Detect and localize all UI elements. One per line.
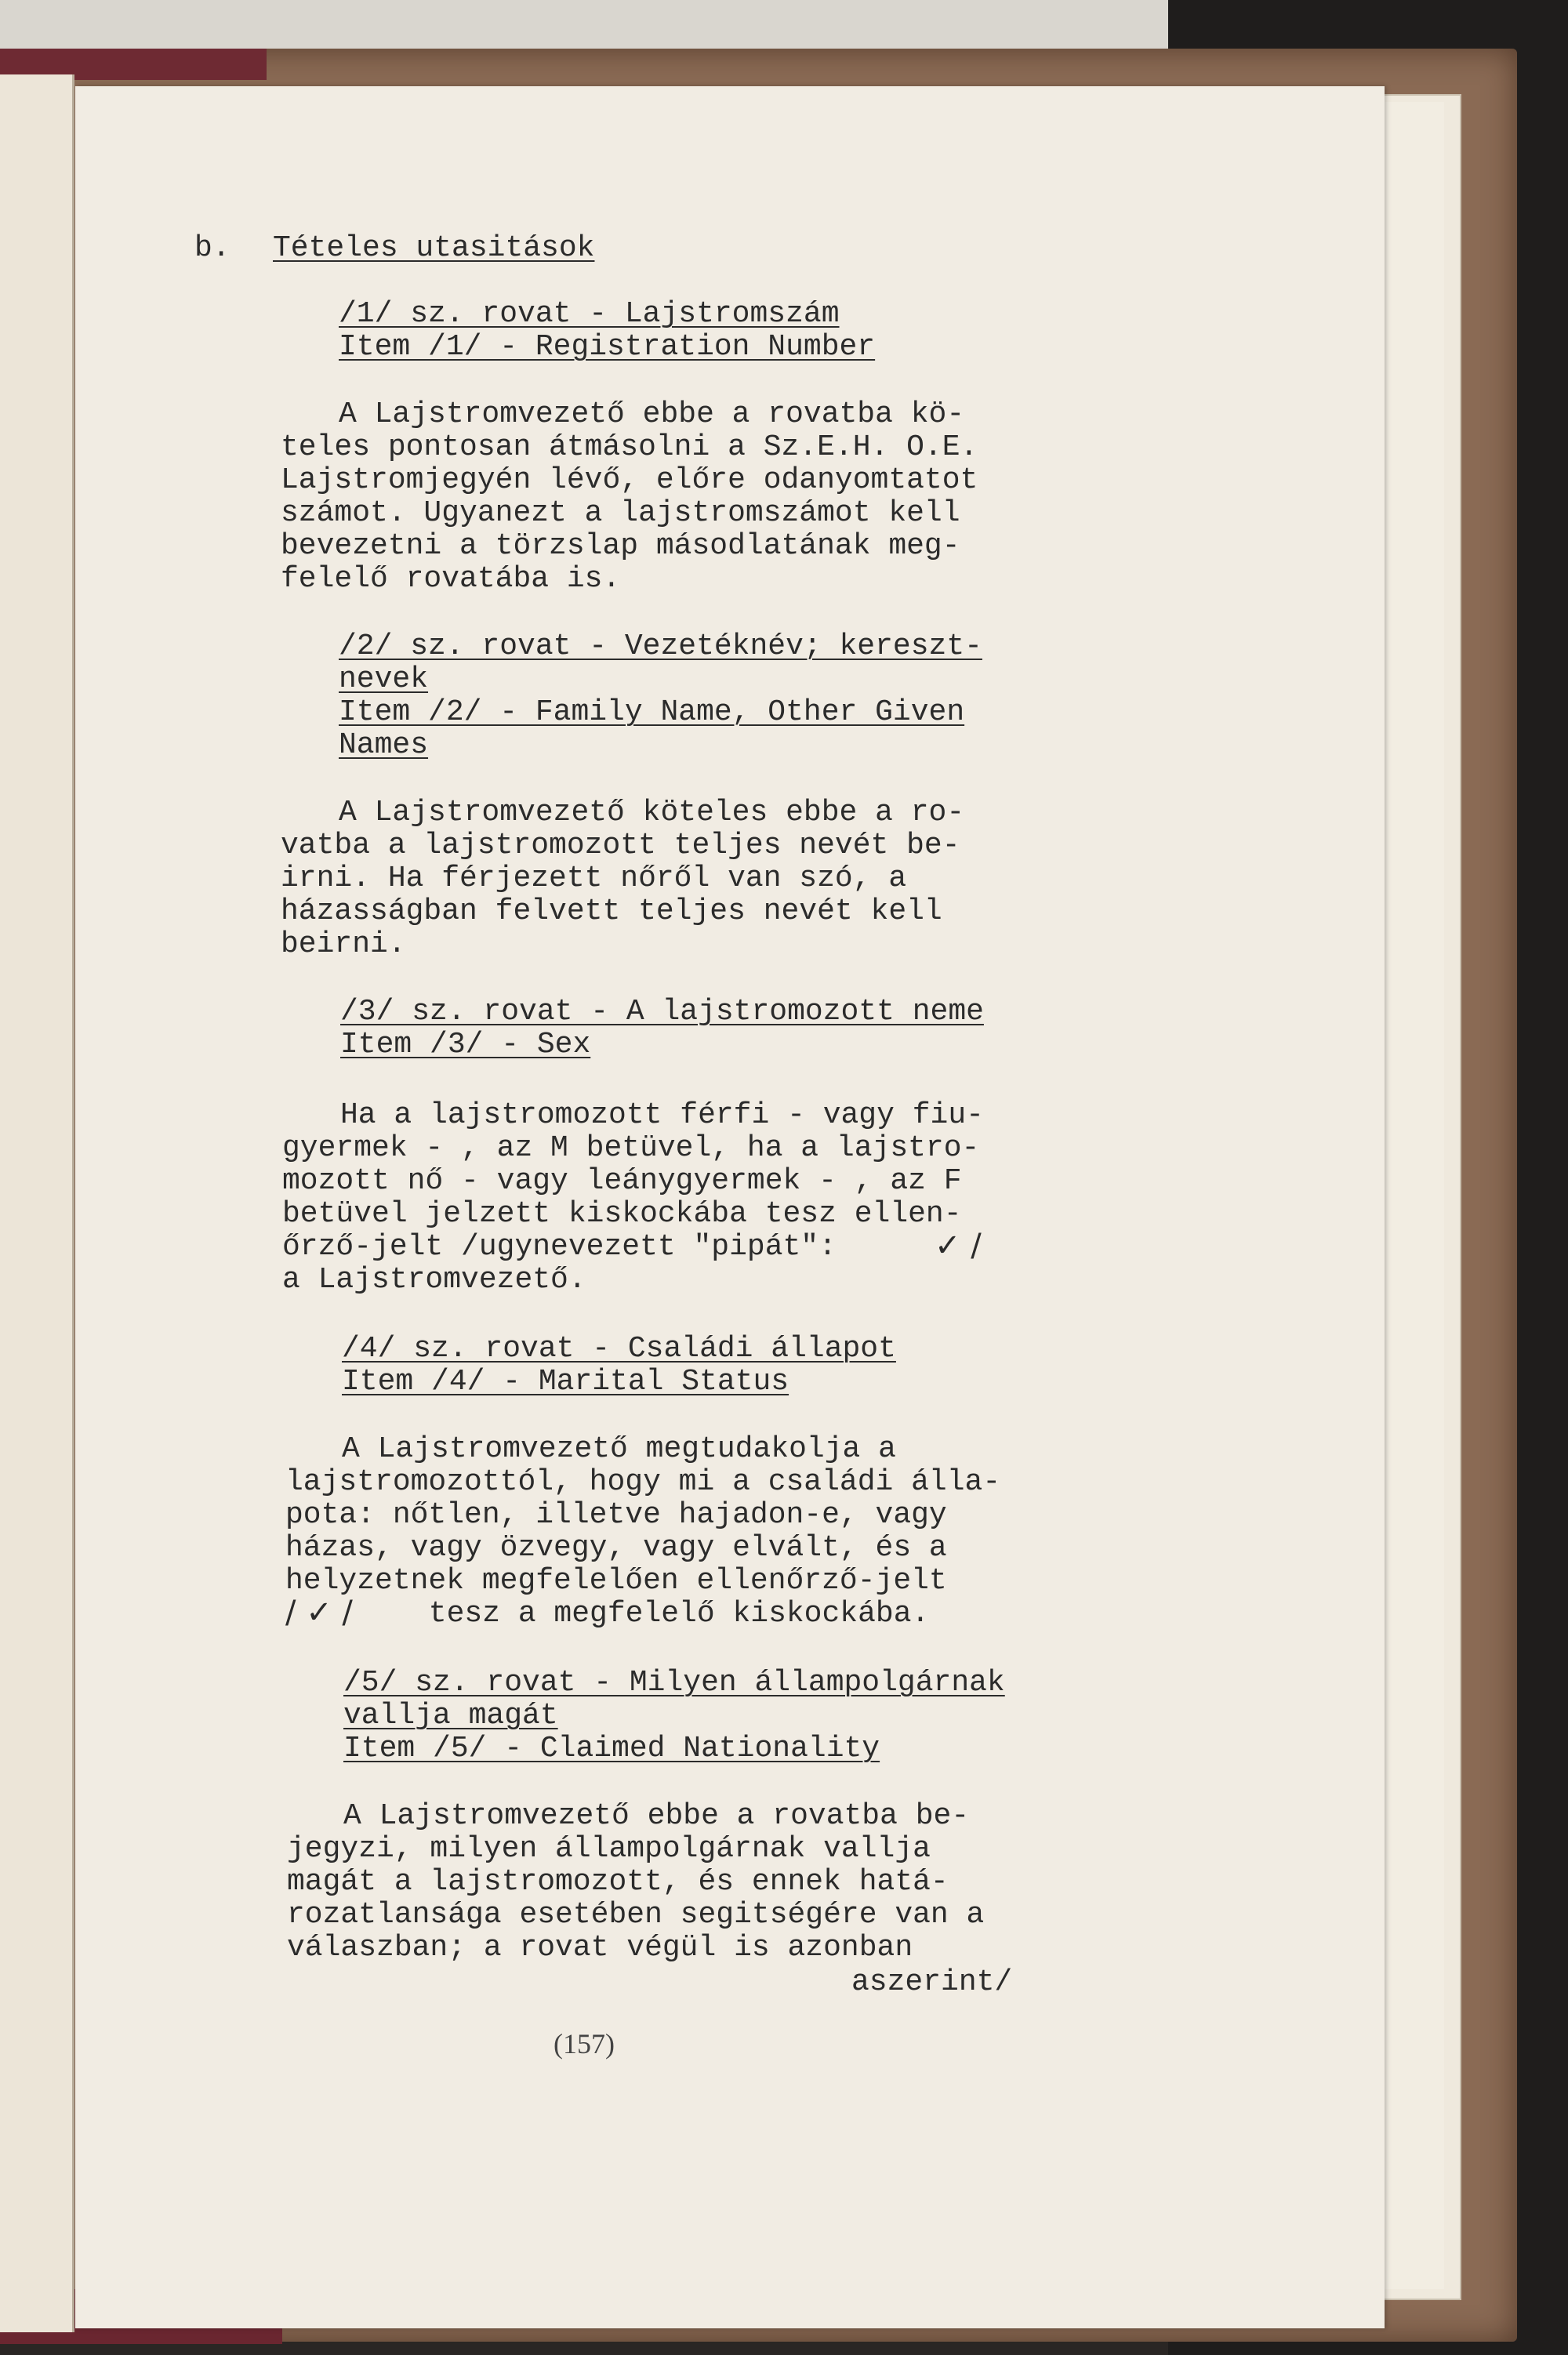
section-marker: b. xyxy=(194,231,230,265)
item5-body-line: aszerint/ xyxy=(851,1965,1013,1999)
item1-heading-hu: /1/ sz. rovat - Lajstromszám xyxy=(339,297,840,331)
background-top-strip xyxy=(0,0,1168,55)
item1-body-line: A Lajstromvezető ebbe a rovatba kö- xyxy=(339,397,965,431)
section-title: Tételes utasitások xyxy=(273,231,595,265)
item1-body-line: teles pontosan átmásolni a Sz.E.H. O.E. xyxy=(281,430,978,464)
item3-body-line: betüvel jelzett kiskockába tesz ellen- xyxy=(282,1197,962,1231)
check-mark-icon: ✓ / xyxy=(935,1228,982,1264)
item2-heading-hu: /2/ sz. rovat - Vezetéknév; kereszt- xyxy=(339,630,982,663)
item1-body-line: bevezetni a törzslap másodlatának meg- xyxy=(281,529,960,563)
item2-body-line: irni. Ha férjezett nőről van szó, a xyxy=(281,862,907,895)
item2-body-line: beirni. xyxy=(281,927,406,961)
item3-heading-en: Item /3/ - Sex xyxy=(340,1028,591,1061)
item1-body-line: Lajstromjegyén lévő, előre odanyomtatot xyxy=(281,463,978,497)
item4-heading-en: Item /4/ - Marital Status xyxy=(342,1365,789,1399)
item2-body-line: A Lajstromvezető köteles ebbe a ro- xyxy=(339,796,965,829)
item5-heading-hu: /5/ sz. rovat - Milyen állampolgárnak xyxy=(343,1666,1005,1700)
item4-body-line: tesz a megfelelő kiskockába. xyxy=(411,1597,930,1631)
item5-body-line: rozatlansága esetében segitségére van a xyxy=(287,1898,985,1932)
item1-body-line: számot. Ugyanezt a lajstromszámot kell xyxy=(281,496,960,530)
item4-heading-hu: /4/ sz. rovat - Családi állapot xyxy=(342,1332,896,1366)
item3-body-line: a Lajstromvezető. xyxy=(282,1263,586,1297)
check-mark-icon: / ✓ / xyxy=(285,1595,353,1631)
item5-heading-hu-cont: vallja magát xyxy=(343,1699,558,1733)
document-page xyxy=(75,86,1385,2328)
item4-body-line: helyzetnek megfelelően ellenőrző-jelt xyxy=(285,1564,947,1598)
back-pages-inner-edge xyxy=(1380,102,1444,2289)
left-page-edge xyxy=(0,74,74,2332)
item4-body-line: A Lajstromvezető megtudakolja a xyxy=(342,1432,896,1466)
item5-body-line: válaszban; a rovat végül is azonban xyxy=(287,1931,913,1965)
item1-heading-en: Item /1/ - Registration Number xyxy=(339,330,876,364)
item5-body-line: jegyzi, milyen állampolgárnak vallja xyxy=(287,1832,931,1866)
item4-body-line: házas, vagy özvegy, vagy elvált, és a xyxy=(285,1531,947,1565)
item5-body-line: A Lajstromvezető ebbe a rovatba be- xyxy=(343,1799,970,1833)
item2-heading-hu-cont: nevek xyxy=(339,662,429,696)
item3-body-line: gyermek - , az M betüvel, ha a lajstro- xyxy=(282,1131,980,1165)
item3-heading-hu: /3/ sz. rovat - A lajstromozott neme xyxy=(340,995,984,1029)
item3-body-line: őrző-jelt /ugynevezett "pipát": xyxy=(282,1230,855,1264)
item3-body-line: Ha a lajstromozott férfi - vagy fiu- xyxy=(340,1098,984,1132)
item4-body-line: lajstromozottól, hogy mi a családi álla- xyxy=(285,1465,1001,1499)
item2-heading-en-cont: Names xyxy=(339,728,429,762)
item4-body-line: pota: nőtlen, illetve hajadon-e, vagy xyxy=(285,1498,947,1532)
item2-heading-en: Item /2/ - Family Name, Other Given xyxy=(339,695,965,729)
page-number: (157) xyxy=(554,2028,615,2059)
item2-body-line: vatba a lajstromozott teljes nevét be- xyxy=(281,829,960,862)
item2-body-line: házasságban felvett teljes nevét kell xyxy=(281,894,942,928)
item1-body-line: felelő rovatába is. xyxy=(281,562,621,596)
item3-body-line: mozott nő - vagy leánygyermek - , az F xyxy=(282,1164,962,1198)
item5-body-line: magát a lajstromozott, és ennek hatá- xyxy=(287,1865,949,1899)
item5-heading-en: Item /5/ - Claimed Nationality xyxy=(343,1732,880,1765)
